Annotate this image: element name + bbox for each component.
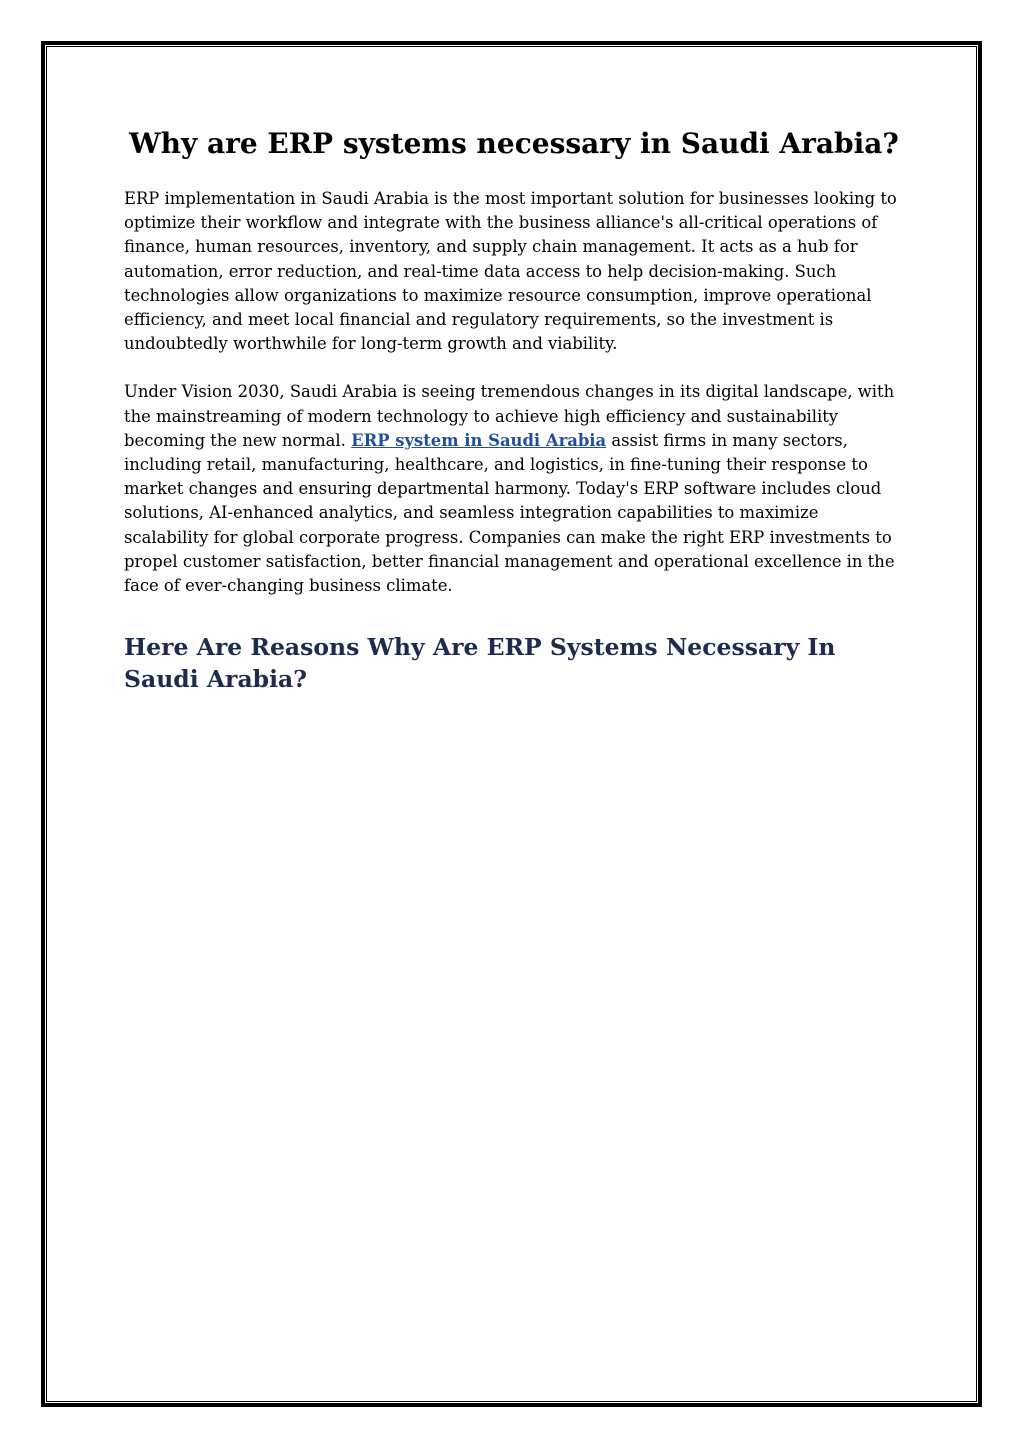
section-heading-reasons: Here Are Reasons Why Are ERP Systems Necessary In Saudi Arabia? [124, 633, 836, 694]
document-title: Why are ERP systems necessary in Saudi Arabia? [129, 127, 899, 160]
erp-system-link[interactable]: ERP system in Saudi Arabia [351, 430, 607, 450]
paragraph-vision-2030 [124, 380, 904, 598]
paragraph-text-before-link: Under Vision 2030, Saudi Arabia is seeing tremendous changes in its digital landscape, with the mainstreaming of modern technology to achieve high efficiency and sustainability becoming the new normal. [124, 382, 895, 450]
document-body [124, 126, 904, 695]
paragraph-text-after-link: assist firms in many sectors, including retail, manufacturing, healthcare, and logistics, in fine-tuning their response to market changes and ensuring departmental harmony. Today's ERP software includes cloud solutions, AI-enhanced analytics, and seamless integration capabilities to maximize scalability for global corporate progress. Companies can make the right ERP investments to propel customer satisfaction, better financial management and operational excellence in the face of ever-changing business climate. [124, 430, 895, 596]
paragraph-intro: ERP implementation in Saudi Arabia is the most important solution for businesses looking to optimize their workflow and integrate with the business alliance's all-critical operations of finance, human resources, inventory, and supply chain management. It acts as a hub for automation, error reduction, and real-time data access to help decision-making. Such technologies allow organizations to maximize resource consumption, improve operational efficiency, and meet local financial and regulatory requirements, so the investment is undoubtedly worthwhile for long-term growth and viability. [124, 189, 897, 354]
